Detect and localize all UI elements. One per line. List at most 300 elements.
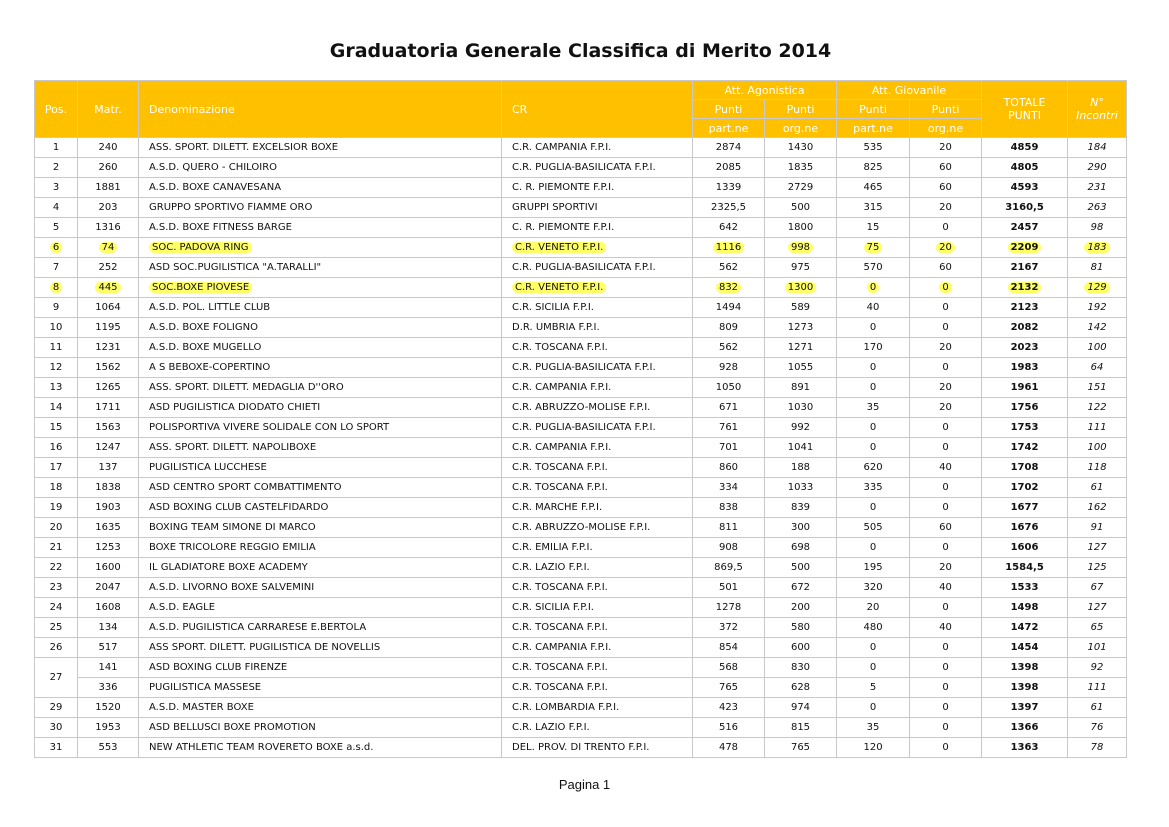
cell-pos-text: 12 [49,362,63,373]
cell-ag-org [765,358,837,378]
cell-pos [35,218,78,238]
cell-incontri-text: 151 [1087,382,1107,393]
cell-ag-org-text: 500 [790,202,811,213]
cell-incontri [1068,678,1127,698]
cell-ag-part [693,538,765,558]
cell-denominazione [139,258,502,278]
cell-denominazione [139,398,502,418]
cell-gio-org [910,278,982,298]
cell-denominazione-text: A S BEBOXE-COPERTINO [149,362,271,373]
cell-gio-part-text: 480 [863,622,883,633]
cell-ag-org-text: 1041 [787,442,814,453]
cell-cr-text: C.R. CAMPANIA F.P.I. [512,142,612,153]
header-ag-org-ne: org.ne [765,119,837,138]
cell-pos [35,338,78,358]
cell-ag-part [693,218,765,238]
cell-totale-text: 1398 [1010,682,1039,693]
cell-gio-part [837,638,910,658]
cell-gio-part-text: 0 [869,382,877,393]
cell-matr [78,198,139,218]
cell-incontri-text: 76 [1090,722,1104,733]
cell-totale [982,218,1068,238]
cell-gio-org-text: 0 [942,502,949,513]
cell-gio-part-text: 5 [869,682,877,693]
cell-matr-text: 141 [98,662,118,673]
cell-denominazione [139,378,502,398]
cell-matr [78,618,139,638]
cell-cr [502,538,693,558]
header-incontri-line2: Incontri [1076,109,1118,122]
cell-ag-part [693,558,765,578]
cell-pos-text: 30 [49,722,63,733]
cell-denominazione [139,518,502,538]
table-row [35,478,1127,498]
cell-gio-part-text: 40 [866,302,880,313]
cell-ag-part [693,718,765,738]
cell-gio-part-text: 20 [866,602,880,613]
cell-totale [982,438,1068,458]
cell-gio-org [910,398,982,418]
table-row [35,278,1127,298]
cell-denominazione [139,598,502,618]
cell-denominazione-text: A.S.D. BOXE CANAVESANA [149,182,282,193]
cell-ag-org-text: 992 [790,422,811,433]
cell-gio-part-text: 0 [869,442,877,453]
cell-incontri-text: 192 [1087,302,1107,313]
cell-totale-text: 2023 [1010,342,1039,353]
cell-incontri [1068,478,1127,498]
cell-ag-org-text: 891 [790,382,811,393]
cell-matr-text: 1563 [95,422,121,433]
cell-gio-part [837,178,910,198]
cell-gio-part-text: 620 [863,462,883,473]
cell-denominazione-text: ASS. SPORT. DILETT. MEDAGLIA D''ORO [149,382,344,393]
cell-cr-text: C.R. SICILIA F.P.I. [512,302,594,313]
cell-matr [78,478,139,498]
cell-gio-org-text: 0 [942,682,949,693]
cell-incontri-text: 100 [1087,442,1107,453]
cell-gio-org-text: 20 [939,402,952,413]
cell-matr-text: 1903 [95,502,121,513]
cell-totale [982,138,1068,158]
cell-ag-part [693,318,765,338]
cell-ag-part-text: 2085 [715,162,742,173]
cell-incontri [1068,318,1127,338]
cell-gio-org [910,478,982,498]
cell-pos [35,398,78,418]
cell-gio-org-text: 20 [939,562,952,573]
cell-ag-org-text: 589 [790,302,811,313]
header-ag-punti-part: Punti [693,100,765,119]
cell-gio-part [837,158,910,178]
cell-denominazione [139,198,502,218]
cell-matr [78,218,139,238]
table-row [35,578,1127,598]
cell-pos [35,558,78,578]
cell-cr-text: C.R. CAMPANIA F.P.I. [512,382,612,393]
cell-cr-text: C.R. TOSCANA F.P.I. [512,482,608,493]
cell-matr [78,398,139,418]
cell-ag-part [693,258,765,278]
cell-incontri [1068,578,1127,598]
cell-pos-text: 3 [52,182,60,193]
cell-gio-part-text: 825 [863,162,883,173]
cell-denominazione [139,178,502,198]
cell-gio-part-text: 505 [863,522,883,533]
cell-ag-org-text: 188 [790,462,811,473]
cell-cr [502,378,693,398]
cell-matr-text: 517 [98,642,118,653]
cell-gio-part-text: 0 [869,502,877,513]
cell-incontri [1068,218,1127,238]
cell-gio-org-text: 20 [939,382,952,393]
cell-matr-text: 1881 [95,182,121,193]
cell-denominazione [139,238,502,258]
cell-ag-part-text: 642 [718,222,739,233]
cell-ag-org-text: 765 [790,742,811,753]
cell-totale-text: 1498 [1010,602,1039,613]
cell-matr-text: 1562 [95,362,121,373]
cell-totale-text: 1702 [1010,482,1039,493]
cell-incontri-text: 67 [1090,582,1104,593]
cell-denominazione-text: NEW ATHLETIC TEAM ROVERETO BOXE a.s.d. [149,742,374,753]
cell-totale [982,558,1068,578]
cell-ag-part [693,338,765,358]
cell-gio-part [837,338,910,358]
cell-incontri-text: 100 [1087,342,1107,353]
cell-cr-text: C.R. TOSCANA F.P.I. [512,622,608,633]
cell-gio-org [910,318,982,338]
cell-gio-part [837,138,910,158]
cell-pos-text: 19 [49,502,63,513]
cell-pos-text: 4 [52,202,60,213]
cell-cr [502,358,693,378]
cell-gio-org-text: 0 [942,742,949,753]
cell-cr [502,138,693,158]
cell-matr [78,598,139,618]
cell-pos [35,458,78,478]
cell-incontri [1068,238,1127,258]
cell-denominazione [139,418,502,438]
cell-pos-text: 21 [49,542,63,553]
cell-gio-org [910,358,982,378]
cell-pos [35,698,78,718]
cell-gio-org [910,178,982,198]
cell-cr [502,218,693,238]
cell-incontri-text: 92 [1090,662,1104,673]
cell-ag-part [693,438,765,458]
cell-incontri [1068,458,1127,478]
table-row [35,618,1127,638]
cell-gio-part [837,538,910,558]
cell-gio-part-text: 120 [863,742,883,753]
table-row [35,158,1127,178]
cell-pos-text: 13 [49,382,63,393]
cell-denominazione [139,638,502,658]
cell-gio-part [837,738,910,758]
table-row [35,658,1127,678]
header-ag-part-ne: part.ne [693,119,765,138]
cell-gio-org-text: 0 [942,362,949,373]
cell-denominazione [139,618,502,638]
cell-incontri [1068,418,1127,438]
cell-ag-part [693,598,765,618]
cell-ag-org [765,258,837,278]
cell-gio-part-text: 315 [863,202,883,213]
cell-cr [502,418,693,438]
cell-ag-org-text: 1055 [787,362,814,373]
cell-ag-part [693,578,765,598]
cell-totale [982,678,1068,698]
cell-gio-part-text: 0 [869,322,877,333]
cell-cr-text: C.R. TOSCANA F.P.I. [512,582,608,593]
cell-denominazione-text: A.S.D. EAGLE [149,602,216,613]
cell-gio-org [910,158,982,178]
cell-gio-part-text: 570 [863,262,883,273]
cell-pos-text: 6 [50,242,62,253]
cell-incontri-text: 184 [1087,142,1107,153]
cell-denominazione [139,278,502,298]
cell-ag-org-text: 628 [790,682,811,693]
cell-gio-part [837,398,910,418]
header-totale-line2: PUNTI [1008,109,1041,122]
cell-cr-text: C.R. PUGLIA-BASILICATA F.P.I. [512,162,656,173]
cell-incontri-text: 65 [1090,622,1104,633]
cell-cr [502,618,693,638]
table-row [35,498,1127,518]
cell-totale [982,358,1068,378]
cell-incontri-text: 101 [1087,642,1107,653]
cell-totale-text: 1753 [1010,422,1039,433]
cell-gio-org-text: 40 [939,582,952,593]
cell-gio-part [837,558,910,578]
cell-gio-part [837,278,910,298]
cell-ag-org [765,298,837,318]
cell-ag-part [693,658,765,678]
cell-cr-text: C.R. SICILIA F.P.I. [512,602,594,613]
cell-incontri [1068,298,1127,318]
cell-gio-org-text: 0 [942,482,949,493]
cell-pos-text: 31 [49,742,63,753]
cell-matr [78,318,139,338]
cell-totale [982,178,1068,198]
cell-ag-part-text: 1050 [715,382,742,393]
cell-pos-text: 26 [49,642,63,653]
cell-matr-text: 1195 [95,322,121,333]
cell-ag-org-text: 600 [790,642,811,653]
cell-cr-text: C.R. ABRUZZO-MOLISE F.P.I. [512,522,651,533]
cell-incontri-text: 142 [1087,322,1107,333]
cell-incontri-text: 263 [1087,202,1107,213]
cell-totale-text: 1676 [1010,522,1039,533]
cell-denominazione-text: A.S.D. PUGILISTICA CARRARESE E.BERTOLA [149,622,367,633]
cell-ag-part [693,518,765,538]
cell-pos [35,158,78,178]
cell-matr-text: 203 [98,202,118,213]
table-row [35,558,1127,578]
cell-incontri [1068,498,1127,518]
cell-matr [78,658,139,678]
cell-ag-org [765,658,837,678]
cell-matr-text: 1247 [95,442,121,453]
cell-ag-part-text: 562 [718,262,739,273]
cell-ag-org-text: 830 [790,662,811,673]
cell-gio-org [910,738,982,758]
cell-ag-part [693,618,765,638]
header-cr: CR [502,81,693,138]
cell-gio-part [837,698,910,718]
header-gio-org-ne: org.ne [910,119,982,138]
cell-gio-org-text: 20 [939,142,952,153]
cell-gio-org [910,598,982,618]
cell-denominazione [139,358,502,378]
cell-pos [35,738,78,758]
cell-matr [78,418,139,438]
cell-ag-part-text: 568 [718,662,739,673]
cell-cr [502,338,693,358]
cell-ag-part-text: 908 [718,542,739,553]
cell-matr-text: 1711 [95,402,121,413]
cell-gio-part-text: 0 [869,362,877,373]
cell-cr [502,518,693,538]
cell-pos-text: 1 [52,142,60,153]
cell-cr-text: C.R. TOSCANA F.P.I. [512,682,608,693]
table-row [35,318,1127,338]
cell-cr [502,578,693,598]
cell-matr [78,538,139,558]
cell-denominazione [139,658,502,678]
cell-pos-text: 16 [49,442,63,453]
cell-pos-text: 8 [50,282,62,293]
table-row [35,538,1127,558]
cell-ag-part-text: 761 [718,422,739,433]
cell-totale [982,278,1068,298]
cell-incontri [1068,738,1127,758]
cell-gio-org-text: 0 [942,702,949,713]
cell-incontri-text: 183 [1084,242,1109,253]
cell-ag-org-text: 300 [790,522,811,533]
cell-gio-part [837,718,910,738]
cell-ag-part-text: 562 [718,342,739,353]
cell-pos [35,138,78,158]
cell-pos [35,718,78,738]
cell-incontri-text: 111 [1087,682,1107,693]
cell-pos [35,658,78,698]
cell-gio-part [837,358,910,378]
cell-ag-part-text: 1339 [715,182,742,193]
cell-totale-text: 1708 [1010,462,1039,473]
cell-gio-part [837,578,910,598]
cell-denominazione [139,298,502,318]
cell-denominazione-text: ASS. SPORT. DILETT. EXCELSIOR BOXE [149,142,339,153]
cell-denominazione-text: ASD SOC.PUGILISTICA "A.TARALLI" [149,262,322,273]
cell-gio-org [910,718,982,738]
cell-incontri [1068,358,1127,378]
cell-ag-org [765,138,837,158]
cell-gio-part-text: 465 [863,182,883,193]
cell-cr [502,478,693,498]
cell-gio-part [837,258,910,278]
cell-cr [502,238,693,258]
cell-gio-part-text: 195 [863,562,883,573]
cell-gio-org-text: 20 [939,202,952,213]
cell-totale [982,378,1068,398]
cell-denominazione-text: ASD BOXING CLUB CASTELFIDARDO [149,502,329,513]
cell-ag-part-text: 2325,5 [711,202,746,213]
cell-gio-org-text: 0 [942,442,949,453]
cell-incontri-text: 231 [1087,182,1107,193]
header-totale-line1: TOTALE [1003,96,1046,109]
cell-cr [502,638,693,658]
cell-cr [502,738,693,758]
cell-ag-org [765,638,837,658]
cell-totale-text: 2167 [1010,262,1039,273]
cell-pos [35,238,78,258]
cell-matr-text: 553 [98,742,118,753]
cell-denominazione-text: A.S.D. LIVORNO BOXE SALVEMINI [149,582,315,593]
cell-pos-text: 7 [52,262,60,273]
cell-matr-text: 1600 [95,562,121,573]
cell-pos [35,318,78,338]
cell-totale-text: 1366 [1010,722,1039,733]
cell-matr-text: 1316 [95,222,121,233]
cell-gio-part [837,498,910,518]
cell-ag-part [693,418,765,438]
cell-ag-org [765,578,837,598]
cell-incontri [1068,698,1127,718]
header-matr: Matr. [78,81,139,138]
table-header [35,81,1127,138]
table-row [35,518,1127,538]
cell-gio-org-text: 60 [939,182,952,193]
cell-gio-part [837,238,910,258]
cell-cr [502,678,693,698]
cell-cr [502,458,693,478]
table-row [35,738,1127,758]
cell-gio-org-text: 0 [942,302,949,313]
cell-totale-text: 1961 [1010,382,1039,393]
header-totale [982,81,1068,138]
table-row [35,678,1127,698]
cell-totale-text: 1472 [1010,622,1039,633]
cell-totale [982,658,1068,678]
cell-totale [982,698,1068,718]
cell-incontri-text: 111 [1087,422,1107,433]
cell-cr [502,178,693,198]
cell-pos [35,298,78,318]
cell-cr-text: C.R. PUGLIA-BASILICATA F.P.I. [512,422,656,433]
cell-denominazione-text: A.S.D. MASTER BOXE [149,702,254,713]
table-row [35,178,1127,198]
cell-gio-part [837,318,910,338]
cell-matr-text: 74 [99,242,118,253]
table-row [35,338,1127,358]
cell-cr [502,718,693,738]
cell-cr-text: C.R. PUGLIA-BASILICATA F.P.I. [512,262,656,273]
cell-pos-text: 15 [49,422,63,433]
cell-ag-org [765,558,837,578]
cell-matr [78,698,139,718]
cell-matr [78,738,139,758]
cell-cr [502,398,693,418]
cell-matr [78,178,139,198]
cell-ag-org-text: 974 [790,702,811,713]
cell-denominazione-text: BOXE TRICOLORE REGGIO EMILIA [149,542,316,553]
cell-cr [502,438,693,458]
cell-ag-org [765,318,837,338]
cell-gio-part-text: 0 [869,662,877,673]
cell-denominazione [139,538,502,558]
